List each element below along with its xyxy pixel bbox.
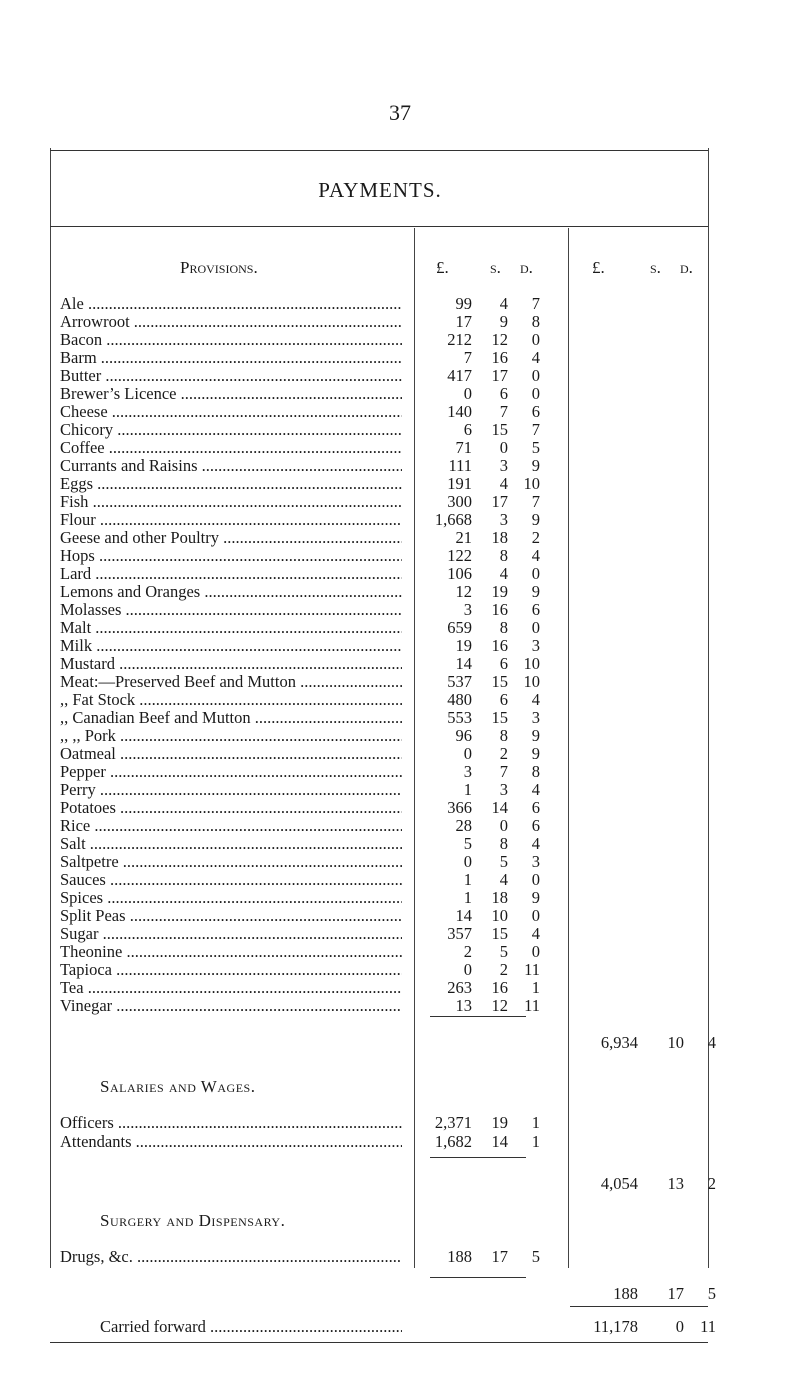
provision-row [0, 673, 800, 691]
provision-shillings: 4 [499, 294, 508, 313]
provision-shillings: 3 [499, 510, 508, 529]
provision-pence: 7 [531, 492, 540, 511]
provision-shillings: 3 [499, 780, 508, 799]
provision-pence: 11 [524, 996, 540, 1015]
provision-pence: 2 [531, 528, 540, 547]
header-pence: d. [520, 258, 533, 277]
provision-row [0, 583, 800, 601]
provision-label: Ale ..... [60, 295, 402, 313]
provision-shillings: 18 [491, 888, 508, 907]
provision-pence: 0 [531, 870, 540, 889]
provision-shillings: 9 [499, 312, 508, 331]
provision-label: Butter ..... [60, 367, 402, 385]
provision-pounds: 0 [463, 384, 472, 403]
provision-shillings: 19 [491, 582, 508, 601]
salary-pounds: 1,682 [434, 1132, 472, 1151]
provision-pence: 0 [531, 384, 540, 403]
provision-pounds: 14 [455, 906, 472, 925]
provision-row [0, 727, 800, 745]
provision-label: Spices ..... [60, 889, 402, 907]
provision-row [0, 475, 800, 493]
provision-pounds: 3 [463, 762, 472, 781]
provision-label: ,, Canadian Beef and Mutton ..... [60, 709, 402, 727]
provision-row [0, 799, 800, 817]
provision-label: Milk ..... [60, 637, 402, 655]
provision-pence: 4 [531, 834, 540, 853]
provision-pounds: 263 [447, 978, 472, 997]
provision-pence: 5 [531, 438, 540, 457]
provision-label: Barm ..... [60, 349, 402, 367]
provision-row [0, 295, 800, 313]
provision-pence: 0 [531, 942, 540, 961]
surgery-total-pence: 5 [707, 1284, 716, 1303]
salaries-total-pounds: 4,054 [600, 1174, 638, 1193]
provision-label: Sauces ..... [60, 871, 402, 889]
provision-shillings: 16 [491, 636, 508, 655]
provision-label: Molasses ..... [60, 601, 402, 619]
provision-shillings: 2 [499, 960, 508, 979]
provision-pence: 0 [531, 906, 540, 925]
provision-shillings: 12 [491, 330, 508, 349]
provision-pounds: 553 [447, 708, 472, 727]
carried-forward-label: Carried forward ..... [100, 1318, 402, 1336]
provision-label: Hops ..... [60, 547, 402, 565]
surgery-shillings: 17 [491, 1247, 508, 1266]
provision-pounds: 140 [447, 402, 472, 421]
provision-row [0, 997, 800, 1015]
provision-pounds: 1,668 [434, 510, 472, 529]
provision-shillings: 6 [499, 384, 508, 403]
provision-row [0, 565, 800, 583]
salary-shillings: 19 [491, 1113, 508, 1132]
provision-row [0, 781, 800, 799]
provisions-subtotal-rule [430, 1016, 526, 1017]
surgery-pounds: 188 [447, 1247, 472, 1266]
provision-label: Tea ..... [60, 979, 402, 997]
provision-label: Fish ..... [60, 493, 402, 511]
provision-shillings: 14 [491, 798, 508, 817]
salaries-subtotal-rule [430, 1157, 526, 1158]
provision-pence: 9 [531, 888, 540, 907]
provision-label: Lemons and Oranges ..... [60, 583, 402, 601]
provisions-total-shillings: 10 [667, 1033, 684, 1052]
provision-label: Split Peas ..... [60, 907, 402, 925]
salary-row-officers [0, 1114, 800, 1132]
provision-pounds: 366 [447, 798, 472, 817]
salaries-heading: Salaries and Wages. [100, 1077, 256, 1096]
provision-row [0, 817, 800, 835]
provision-row [0, 529, 800, 547]
provision-row [0, 421, 800, 439]
provision-row [0, 871, 800, 889]
provision-pounds: 3 [463, 600, 472, 619]
provision-pence: 4 [531, 690, 540, 709]
surgery-label: Drugs, &c. ..... [60, 1248, 402, 1266]
provision-shillings: 6 [499, 690, 508, 709]
salary-row-attendants [0, 1133, 800, 1151]
provision-shillings: 16 [491, 348, 508, 367]
salary-shillings: 14 [491, 1132, 508, 1151]
salary-label: Officers ..... [60, 1114, 402, 1132]
provision-pence: 3 [531, 852, 540, 871]
header-pounds: £. [436, 258, 449, 277]
provision-pence: 7 [531, 294, 540, 313]
provision-pence: 4 [531, 924, 540, 943]
provision-shillings: 5 [499, 852, 508, 871]
provision-pence: 0 [531, 618, 540, 637]
salary-pence: 1 [531, 1132, 540, 1151]
provision-row [0, 367, 800, 385]
provision-row [0, 709, 800, 727]
provision-label: Flour ..... [60, 511, 402, 529]
carried-forward-pounds: 11,178 [593, 1317, 638, 1336]
provision-shillings: 7 [499, 402, 508, 421]
provision-pounds: 28 [455, 816, 472, 835]
provision-pounds: 96 [455, 726, 472, 745]
provision-shillings: 8 [499, 834, 508, 853]
provision-pounds: 659 [447, 618, 472, 637]
provision-row [0, 907, 800, 925]
provision-label: Mustard ..... [60, 655, 402, 673]
surgery-subtotal-rule [430, 1277, 526, 1278]
provision-label: Cheese ..... [60, 403, 402, 421]
provision-row [0, 835, 800, 853]
provision-label: Currants and Raisins ..... [60, 457, 402, 475]
provision-label: Sugar ..... [60, 925, 402, 943]
provision-pounds: 19 [455, 636, 472, 655]
header-shillings: s. [490, 258, 501, 277]
provision-label: Perry ..... [60, 781, 402, 799]
provision-pounds: 122 [447, 546, 472, 565]
carried-forward-pence: 11 [700, 1317, 716, 1336]
provision-label: Brewer’s Licence ..... [60, 385, 402, 403]
provision-row [0, 979, 800, 997]
provision-shillings: 6 [499, 654, 508, 673]
provision-shillings: 0 [499, 438, 508, 457]
carried-forward-shillings: 0 [675, 1317, 684, 1336]
provision-pence: 8 [531, 312, 540, 331]
provision-shillings: 0 [499, 816, 508, 835]
provision-label: ,, Fat Stock ..... [60, 691, 402, 709]
provision-shillings: 5 [499, 942, 508, 961]
provision-row [0, 961, 800, 979]
provision-pounds: 106 [447, 564, 472, 583]
provision-pounds: 191 [447, 474, 472, 493]
provision-pence: 8 [531, 762, 540, 781]
surgery-row-drugs [0, 1248, 800, 1266]
provision-pence: 4 [531, 780, 540, 799]
provision-pounds: 300 [447, 492, 472, 511]
provision-shillings: 15 [491, 708, 508, 727]
provision-row [0, 493, 800, 511]
salary-label: Attendants ..... [60, 1133, 402, 1151]
provision-row [0, 763, 800, 781]
provision-shillings: 7 [499, 762, 508, 781]
carried-forward-row [0, 1318, 800, 1336]
provision-label: Salt ..... [60, 835, 402, 853]
page-number: 37 [389, 100, 411, 125]
header-shillings-total: s. [650, 258, 661, 277]
provision-label: ,, ,, Pork ..... [60, 727, 402, 745]
header-rule [50, 226, 708, 227]
provision-shillings: 4 [499, 870, 508, 889]
provision-row [0, 547, 800, 565]
provision-label: Eggs ..... [60, 475, 402, 493]
salaries-total-pence: 2 [707, 1174, 716, 1193]
provision-row [0, 439, 800, 457]
provision-pounds: 6 [463, 420, 472, 439]
provision-pounds: 12 [455, 582, 472, 601]
provision-label: Oatmeal ..... [60, 745, 402, 763]
provision-shillings: 3 [499, 456, 508, 475]
provision-shillings: 17 [491, 366, 508, 385]
provision-pounds: 71 [455, 438, 472, 457]
provision-row [0, 943, 800, 961]
bottom-rule [50, 1342, 708, 1343]
provision-row [0, 853, 800, 871]
provision-pounds: 14 [455, 654, 472, 673]
provision-row [0, 889, 800, 907]
provision-shillings: 15 [491, 420, 508, 439]
provision-pounds: 2 [463, 942, 472, 961]
provision-pounds: 480 [447, 690, 472, 709]
provision-pence: 6 [531, 600, 540, 619]
provision-shillings: 16 [491, 600, 508, 619]
provision-shillings: 4 [499, 564, 508, 583]
provision-pence: 4 [531, 546, 540, 565]
provision-shillings: 8 [499, 618, 508, 637]
provision-pence: 0 [531, 330, 540, 349]
surgery-pence: 5 [531, 1247, 540, 1266]
provision-pounds: 1 [463, 780, 472, 799]
provision-label: Meat:—Preserved Beef and Mutton ..... [60, 673, 402, 691]
provision-shillings: 16 [491, 978, 508, 997]
provision-shillings: 18 [491, 528, 508, 547]
provision-label: Pepper ..... [60, 763, 402, 781]
provision-row [0, 349, 800, 367]
provision-label: Theonine ..... [60, 943, 402, 961]
salary-pence: 1 [531, 1113, 540, 1132]
provision-row [0, 511, 800, 529]
provision-label: Potatoes ..... [60, 799, 402, 817]
provision-label: Bacon ..... [60, 331, 402, 349]
provision-pounds: 5 [463, 834, 472, 853]
provision-pence: 6 [531, 402, 540, 421]
provision-row [0, 601, 800, 619]
provision-label: Tapioca ..... [60, 961, 402, 979]
provision-pence: 9 [531, 726, 540, 745]
provision-pence: 9 [531, 456, 540, 475]
provision-row [0, 457, 800, 475]
provision-label: Chicory ..... [60, 421, 402, 439]
provision-pounds: 417 [447, 366, 472, 385]
provision-pounds: 7 [463, 348, 472, 367]
surgery-total-pounds: 188 [613, 1284, 638, 1303]
header-pounds-total: £. [592, 258, 605, 277]
provision-label: Saltpetre ..... [60, 853, 402, 871]
provision-shillings: 15 [491, 924, 508, 943]
provision-row [0, 331, 800, 349]
provision-label: Rice ..... [60, 817, 402, 835]
provision-pounds: 357 [447, 924, 472, 943]
provision-label: Geese and other Poultry ..... [60, 529, 402, 547]
provision-label: Vinegar ..... [60, 997, 402, 1015]
provision-label: Coffee ..... [60, 439, 402, 457]
provision-label: Lard ..... [60, 565, 402, 583]
provision-pence: 6 [531, 798, 540, 817]
provision-pence: 7 [531, 420, 540, 439]
provisions-total-pounds: 6,934 [600, 1033, 638, 1052]
provision-shillings: 15 [491, 672, 508, 691]
provision-row [0, 655, 800, 673]
provision-shillings: 10 [491, 906, 508, 925]
provisions-total-row [0, 1034, 800, 1052]
provision-pence: 0 [531, 564, 540, 583]
provision-pounds: 0 [463, 960, 472, 979]
provision-pounds: 111 [448, 456, 472, 475]
provision-pence: 10 [523, 474, 540, 493]
provision-shillings: 4 [499, 474, 508, 493]
provision-pence: 3 [531, 708, 540, 727]
provision-pence: 3 [531, 636, 540, 655]
salaries-total-shillings: 13 [667, 1174, 684, 1193]
provision-pence: 1 [531, 978, 540, 997]
provision-row [0, 925, 800, 943]
surgery-total-shillings: 17 [667, 1284, 684, 1303]
provision-pounds: 13 [455, 996, 472, 1015]
provision-shillings: 8 [499, 546, 508, 565]
provision-pounds: 21 [455, 528, 472, 547]
provision-pence: 0 [531, 366, 540, 385]
provision-shillings: 2 [499, 744, 508, 763]
provision-pounds: 99 [455, 294, 472, 313]
provision-pounds: 0 [463, 744, 472, 763]
provision-pence: 4 [531, 348, 540, 367]
provision-row [0, 403, 800, 421]
provision-pounds: 0 [463, 852, 472, 871]
provision-row [0, 637, 800, 655]
provision-pence: 10 [523, 654, 540, 673]
provision-row [0, 691, 800, 709]
provision-label: Arrowroot ..... [60, 313, 402, 331]
provision-row [0, 313, 800, 331]
frame-top-rule [50, 150, 708, 151]
page-title: PAYMENTS. [318, 178, 442, 202]
provision-shillings: 12 [491, 996, 508, 1015]
provision-pounds: 212 [447, 330, 472, 349]
provision-pounds: 1 [463, 888, 472, 907]
provision-row [0, 385, 800, 403]
salaries-total-row [0, 1175, 800, 1193]
provision-shillings: 17 [491, 492, 508, 511]
provision-row [0, 619, 800, 637]
provision-pounds: 17 [455, 312, 472, 331]
surgery-heading: Surgery and Dispensary. [100, 1211, 286, 1230]
salary-pounds: 2,371 [434, 1113, 472, 1132]
provision-pence: 11 [524, 960, 540, 979]
provision-pence: 9 [531, 582, 540, 601]
provisions-total-pence: 4 [707, 1033, 716, 1052]
provision-pence: 9 [531, 744, 540, 763]
header-provisions: Provisions. [180, 258, 258, 277]
provision-pence: 9 [531, 510, 540, 529]
provision-pounds: 537 [447, 672, 472, 691]
surgery-total-row [0, 1285, 800, 1303]
provision-label: Malt ..... [60, 619, 402, 637]
header-pence-total: d. [680, 258, 693, 277]
provision-shillings: 8 [499, 726, 508, 745]
provision-pounds: 1 [463, 870, 472, 889]
provision-pence: 10 [523, 672, 540, 691]
provision-row [0, 745, 800, 763]
provision-pence: 6 [531, 816, 540, 835]
grand-total-rule [570, 1306, 708, 1307]
